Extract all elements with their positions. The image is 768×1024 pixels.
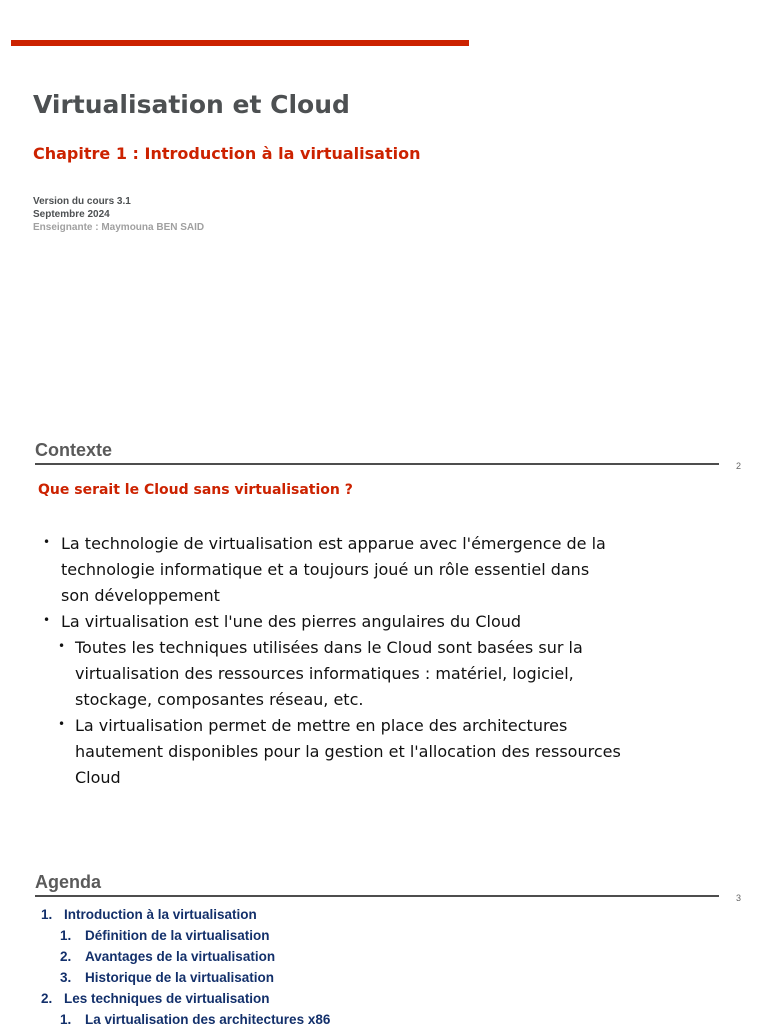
agenda-number: 2. bbox=[41, 991, 53, 1006]
list-item bbox=[0, 531, 621, 609]
bullet-text: La virtualisation est l'une des pierres angulaires du Cloud bbox=[61, 612, 522, 631]
list-item bbox=[0, 609, 621, 635]
slide-question: Que serait le Cloud sans virtualisation ? bbox=[38, 482, 353, 498]
agenda-item bbox=[0, 904, 330, 925]
heading-divider bbox=[35, 463, 719, 465]
bullet-text: La technologie de virtualisation est apparue avec l'émergence de la technologie informatique et a toujours joué un rôle essentiel dans son développement bbox=[61, 534, 606, 605]
accent-bar bbox=[11, 40, 469, 46]
agenda-list bbox=[0, 904, 330, 1024]
agenda-item bbox=[0, 946, 330, 967]
bullet-icon: • bbox=[58, 639, 66, 653]
course-date: Septembre 2024 bbox=[33, 209, 110, 220]
course-teacher: Enseignante : Maymouna BEN SAID bbox=[33, 222, 205, 233]
course-version: Version du cours 3.1 bbox=[33, 196, 131, 207]
bullet-icon: • bbox=[43, 535, 51, 549]
heading-divider bbox=[35, 895, 719, 897]
agenda-label: La virtualisation des architectures x86 bbox=[85, 1012, 331, 1024]
agenda-label: Introduction à la virtualisation bbox=[64, 907, 257, 922]
bullet-icon: • bbox=[58, 717, 66, 731]
agenda-label: Avantages de la virtualisation bbox=[85, 949, 276, 964]
agenda-number: 3. bbox=[60, 970, 72, 985]
page-number: 3 bbox=[736, 893, 742, 903]
agenda-label: Définition de la virtualisation bbox=[85, 928, 270, 943]
bullet-list bbox=[0, 531, 768, 791]
agenda-item bbox=[0, 988, 330, 1009]
bullet-text: La virtualisation permet de mettre en place des architectures hautement disponibles pour la gestion et l'allocation des ressources Cloud bbox=[75, 716, 621, 787]
agenda-label: Historique de la virtualisation bbox=[85, 970, 275, 985]
list-item bbox=[0, 713, 655, 791]
page-number: 2 bbox=[736, 461, 742, 471]
agenda-item bbox=[0, 925, 330, 946]
list-item bbox=[0, 635, 655, 713]
course-title: Virtualisation et Cloud bbox=[33, 90, 350, 119]
bullet-text: Toutes les techniques utilisées dans le Cloud sont basées sur la virtualisation des ressources informatiques : matériel, logiciel, stockage, composantes réseau, etc. bbox=[75, 638, 583, 709]
agenda-label: Les techniques de virtualisation bbox=[64, 991, 270, 1006]
agenda-item bbox=[0, 967, 330, 988]
slide-heading-agenda: Agenda bbox=[35, 872, 102, 892]
agenda-number: 1. bbox=[41, 907, 53, 922]
agenda-item bbox=[0, 1009, 330, 1024]
chapter-subtitle: Chapitre 1 : Introduction à la virtualisation bbox=[33, 144, 421, 163]
agenda-number: 1. bbox=[60, 1012, 72, 1024]
slide-heading-contexte: Contexte bbox=[35, 440, 113, 460]
agenda-number: 2. bbox=[60, 949, 72, 964]
bullet-icon: • bbox=[43, 613, 51, 627]
agenda-number: 1. bbox=[60, 928, 72, 943]
